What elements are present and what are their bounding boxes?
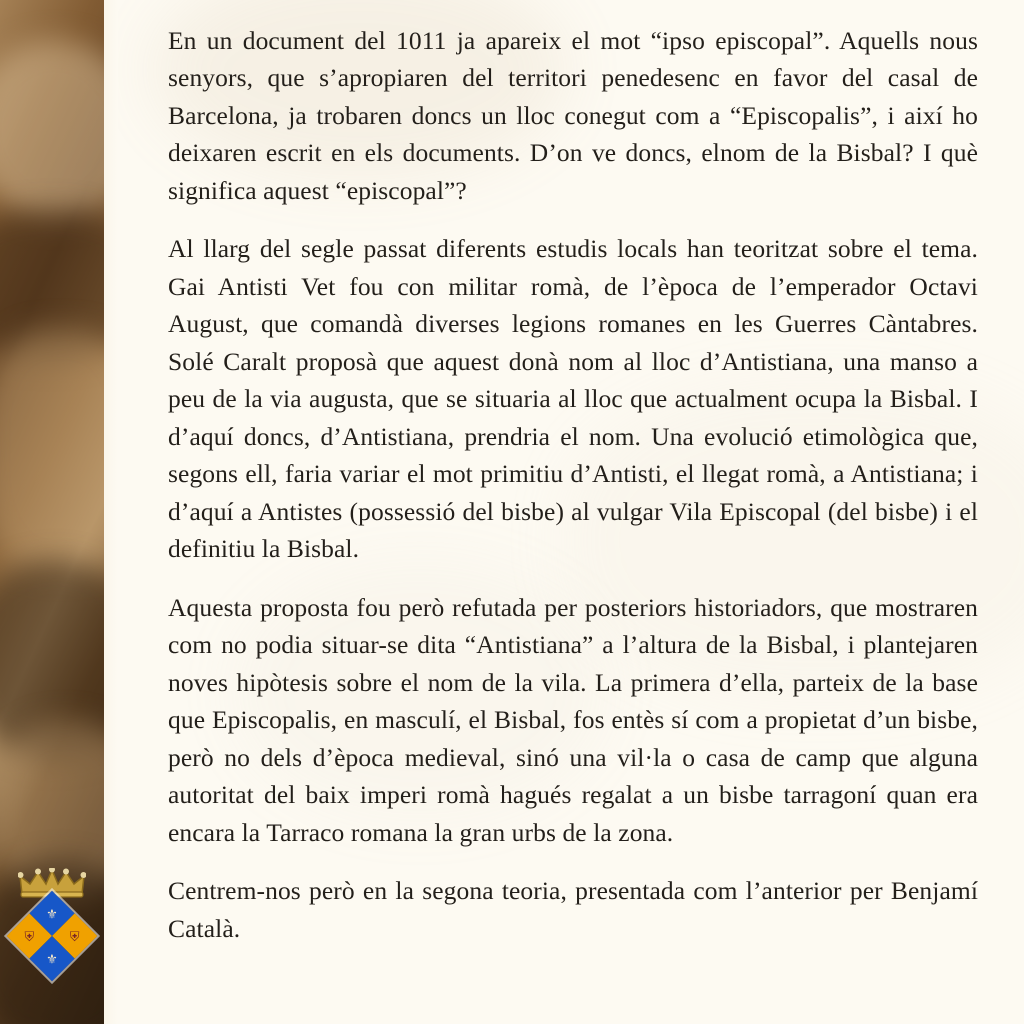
band-edge-fade [104,0,118,1024]
left-photo-band [0,0,104,1024]
shield [7,891,98,982]
fleur-de-lis-icon: ⚜ [46,951,58,967]
paragraph: En un document del 1011 ja apareix el mot “ipso episcopal”. Aquells nous senyors, que s’apropiaren del territori penedesenc en favor del casal de Barcelona, ja trobaren doncs un lloc conegut com a “Episcopalis”, i així ho deixaren escrit en els documents. D’on ve doncs, elnom de la Bisbal? I què significa aquest “episcopal”? [168,26,978,205]
cross-icon: ⛨ [24,928,35,944]
coat-of-arms [10,868,94,996]
paragraph: Al llarg del segle passat diferents estudis locals han teoritzat sobre el tema. Gai Antisti Vet fou con militar romà, de l’època de l’emperador Octavi August, que comandà diverses legions romanes en les Guerres Càntabres. Solé Caralt proposà que aquest donà nom al lloc d’Antistiana, una manso a peu de la via augusta, que se situaria al lloc que actualment ocupa la Bisbal. I d’aquí doncs, d’Antistiana, prendria el nom. Una evolució etimològica que, segons ell, faria variar el mot primitiu d’Antisti, el llegat romà, a Antistiana; i d’aquí a Antistes (possessió del bisbe) al vulgar Vila Episcopal (del bisbe) i el definitiu la Bisbal. [168,234,978,564]
band-highlight-2 [0,330,104,570]
fleur-de-lis-icon: ⚜ [46,905,58,921]
text-column [168,0,978,1024]
band-highlight-1 [0,40,104,220]
shield-quarter-4 [29,936,74,981]
paragraph: Centrem-nos però en la segona teoria, presentada com l’anterior per Benjamí Català. [168,876,978,943]
paragraph: Aquesta proposta fou però refutada per posteriors historiadors, que mostraren com no podia situar-se dita “Antistiana” a l’altura de la Bisbal, i plantejaren noves hipòtesis sobre el nom de la vila. La primera d’ella, parteix de la base que Episcopalis, en masculí, el Bisbal, fos entès sí com a propietat d’un bisbe, però no dels d’època medieval, sinó una vil·la o casa de camp que alguna autoritat del baix imperi romà hagués regalat a un bisbe tarragoní quan era encara la Tarraco romana la gran urbs de la zona. [168,592,978,847]
cross-icon: ⛨ [69,928,80,944]
